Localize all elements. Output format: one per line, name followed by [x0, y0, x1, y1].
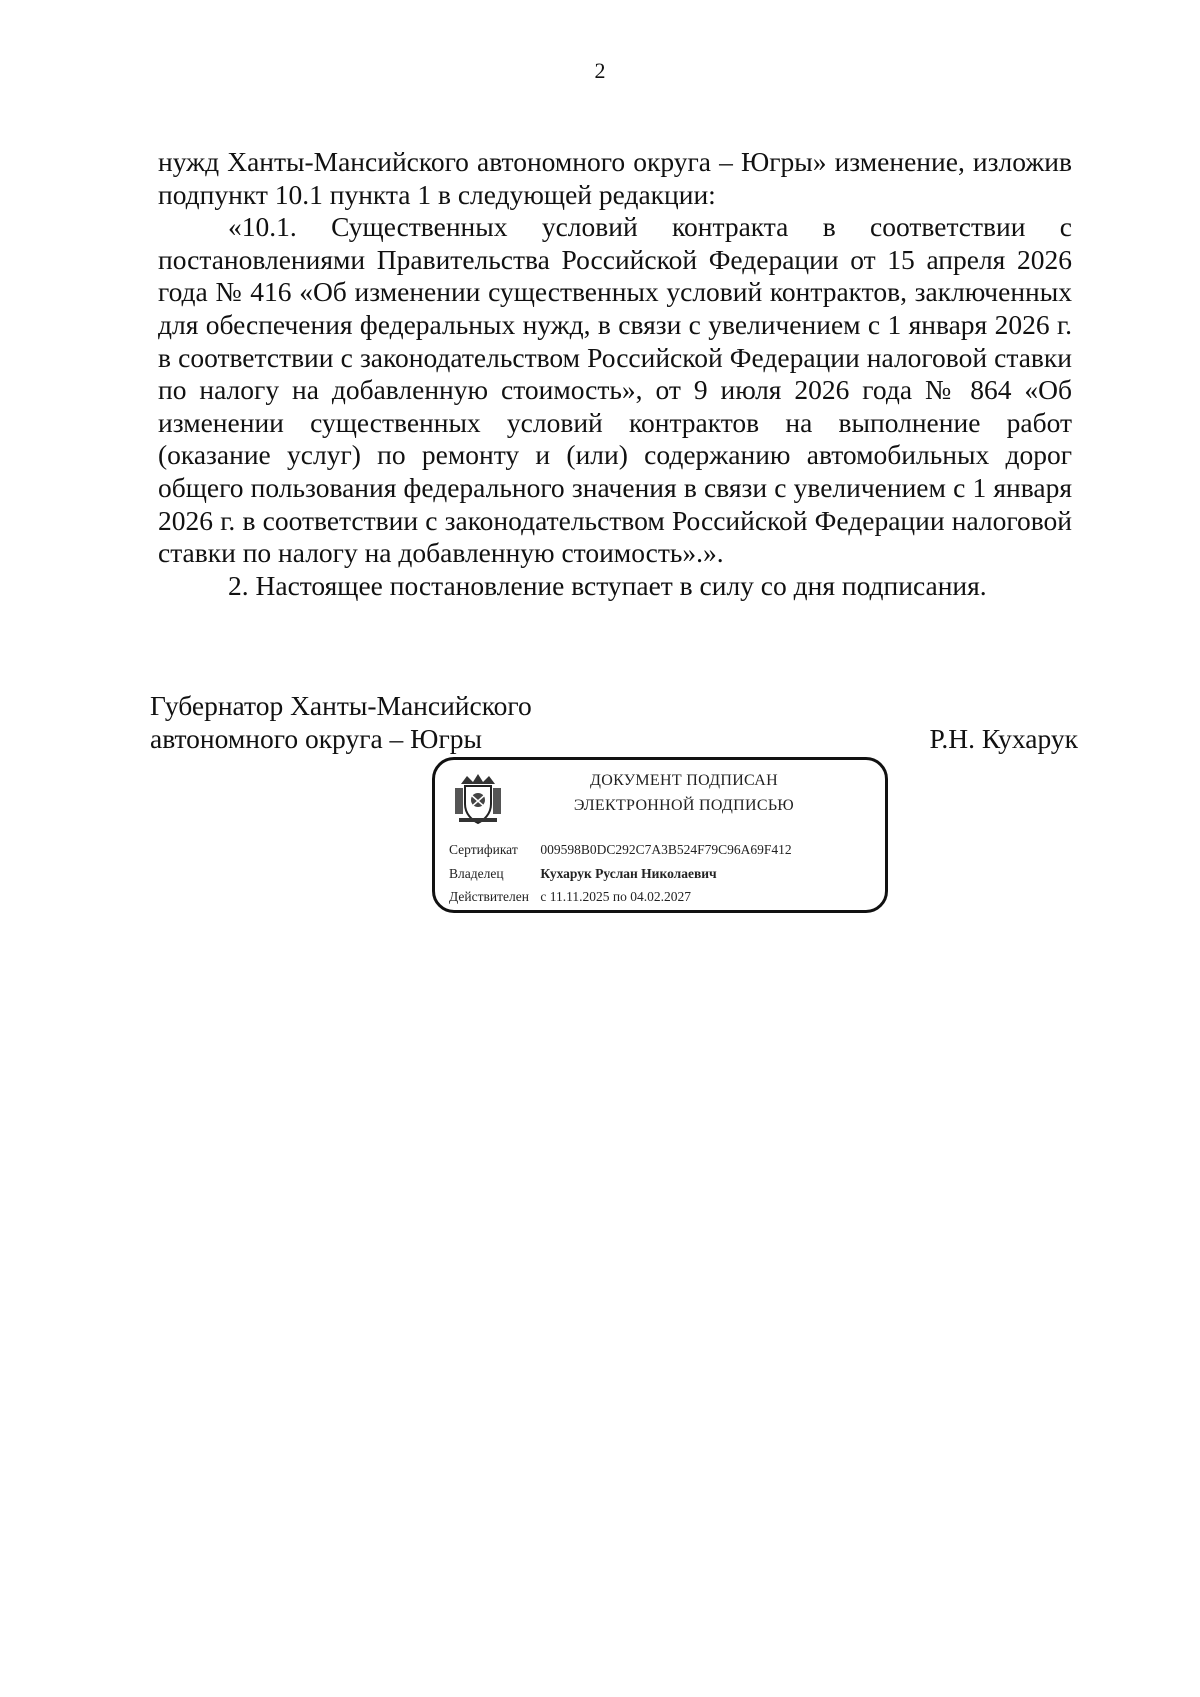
signatory-name: Р.Н. Кухарук [929, 722, 1078, 754]
page-number: 2 [594, 58, 606, 83]
paragraph-subclause-10-1: «10.1. Существенных условий контракта в соответствии с постановлениями Правительства Российской Федерации от 15 апреля 2026 года № 416 «Об изменении существенных условий контрактов, заключенных для обеспечения федеральных нужд, в связи с увеличением с 1 января 2026 г. в соответствии с законодательством Российской Федерации налоговой ставки по налогу на добавленную стоимость», от 9 июля 2026 года № 864 «Об изменении существенных условий контрактов на выполнение работ (оказание услуг) по ремонту и (или) содержанию автомобильных дорог общего пользования федерального значения в связи с увеличением с 1 января 2026 г. в соответствии с законодательством Российской Федерации налоговой ставки по налогу на добавленную стоимость».». [158, 211, 1072, 569]
stamp-title [519, 768, 849, 818]
document-body [158, 146, 1072, 602]
validity-label: Действителен [449, 889, 529, 904]
owner-value: Кухарук Руслан Николаевич [540, 866, 717, 881]
signatory-position-line1: Губернатор Ханты-Мансийского [150, 690, 532, 721]
owner-label: Владелец [449, 866, 504, 881]
paragraph-continuation: нужд Ханты-Мансийского автономного округа – Югры» изменение, изложив подпункт 10.1 пункта 1 в следующей редакции: [158, 146, 1072, 210]
stamp-owner-row [449, 866, 717, 882]
signature-block [150, 690, 1078, 755]
certificate-label: Сертификат [449, 842, 518, 857]
paragraph-item-2: 2. Настоящее постановление вступает в силу со дня подписания. [228, 569, 987, 601]
validity-value: с 11.11.2025 по 04.02.2027 [540, 889, 691, 904]
certificate-value: 009598B0DC292C7A3B524F79C96A69F412 [540, 842, 792, 857]
coat-of-arms-icon [453, 770, 503, 826]
electronic-signature-stamp [432, 757, 888, 913]
signatory-position-line2: автономного округа – Югры [150, 722, 482, 754]
stamp-validity-row [449, 889, 691, 905]
stamp-title-line2: ЭЛЕКТРОННОЙ ПОДПИСЬЮ [573, 797, 795, 814]
stamp-certificate-row [449, 842, 792, 858]
stamp-title-line1: ДОКУМЕНТ ПОДПИСАН [590, 772, 778, 789]
